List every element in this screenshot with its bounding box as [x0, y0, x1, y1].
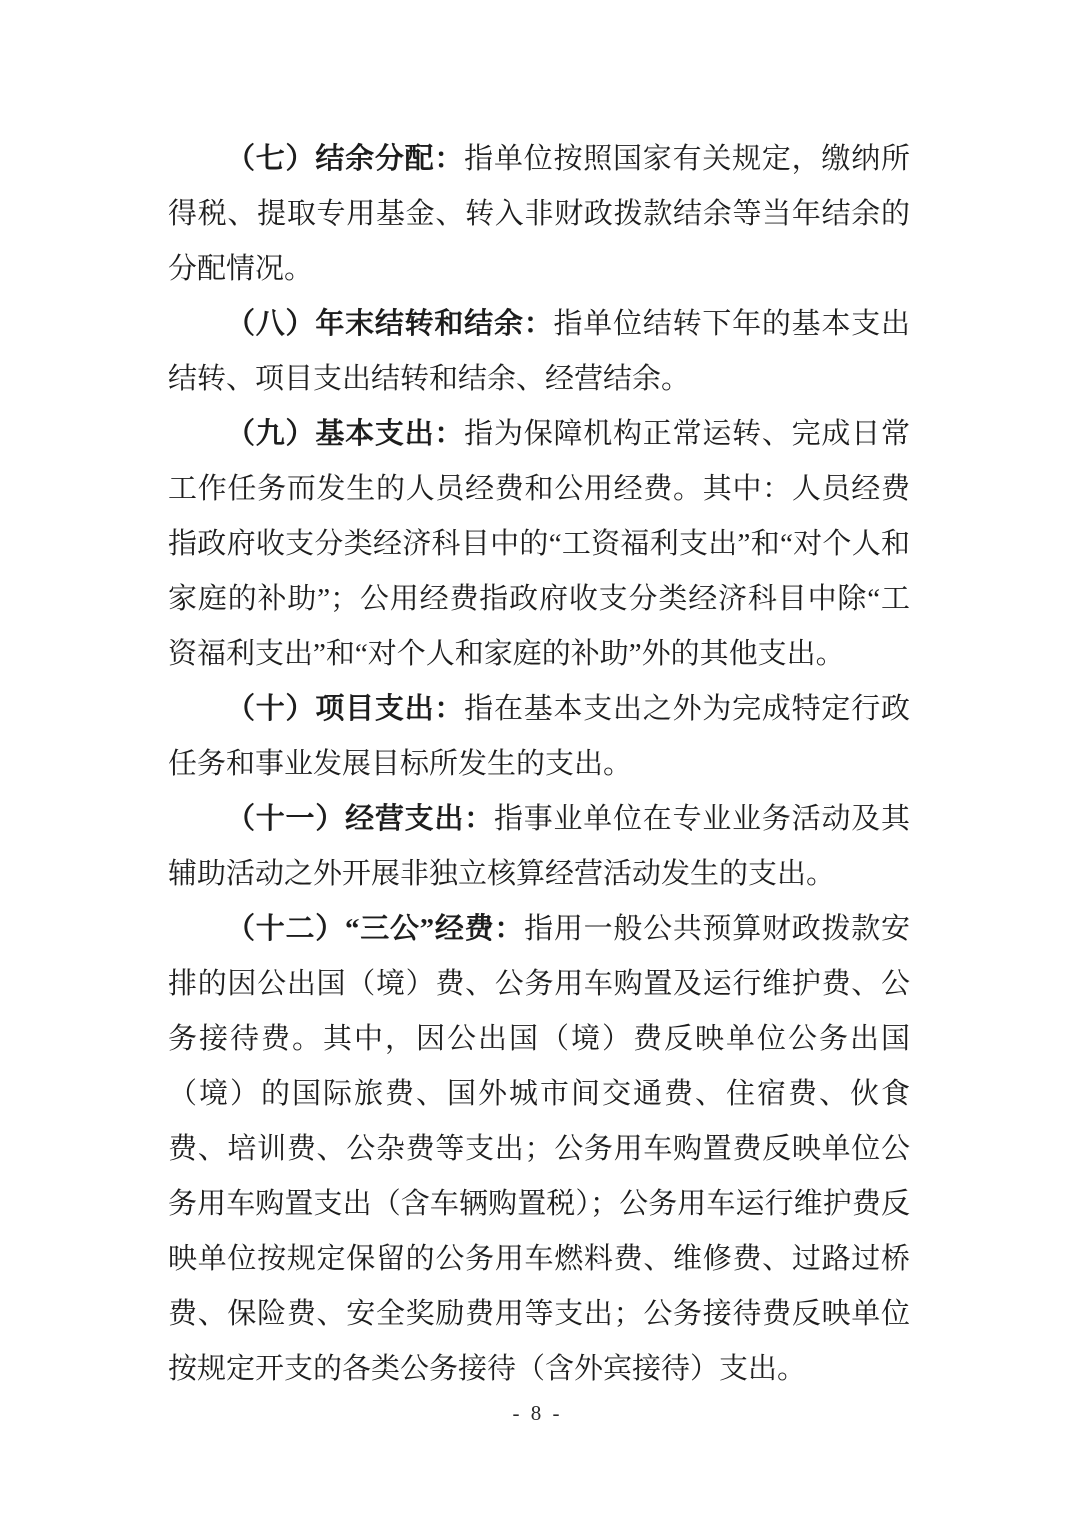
paragraph-7-text: 指单位按照国家有关规定，缴纳所得税、提取专用基金、转入非财政拨款结余等当年结余的分配情况。	[168, 143, 910, 285]
paragraph-8-heading: （八）年末结转和结余：	[226, 308, 554, 340]
document-body	[168, 132, 910, 1397]
paragraph-11-text: 指事业单位在专业业务活动及其辅助活动之外开展非独立核算经营活动发生的支出。	[168, 803, 910, 890]
paragraph-12-heading: （十二）“三公”经费：	[226, 913, 525, 945]
paragraph-8-text: 指单位结转下年的基本支出结转、项目支出结转和结余、经营结余。	[168, 308, 910, 395]
paragraph-7-heading: （七）结余分配：	[226, 143, 465, 175]
paragraph-11-operating-expenditure	[168, 792, 910, 902]
paragraph-9-text: 指为保障机构正常运转、完成日常工作任务而发生的人员经费和公用经费。其中：人员经费指政府收支分类经济科目中的“工资福利支出”和“对个人和家庭的补助”；公用经费指政府收支分类经济科目中除“工资福利支出”和“对个人和家庭的补助”外的其他支出。	[168, 418, 910, 670]
paragraph-12-text: 指用一般公共预算财政拨款安排的因公出国（境）费、公务用车购置及运行维护费、公务接待费。其中，因公出国（境）费反映单位公务出国（境）的国际旅费、国外城市间交通费、住宿费、伙食费、培训费、公杂费等支出；公务用车购置费反映单位公务用车购置支出（含车辆购置税）；公务用车运行维护费反映单位按规定保留的公务用车燃料费、维修费、过路过桥费、保险费、安全奖励费用等支出；公务接待费反映单位按规定开支的各类公务接待（含外宾接待）支出。	[168, 913, 910, 1385]
page-number: - 8 -	[512, 1401, 563, 1425]
paragraph-10-project-expenditure	[168, 682, 910, 792]
paragraph-12-three-public-funds	[168, 902, 910, 1397]
paragraph-8-yearend-carryover	[168, 297, 910, 407]
paragraph-9-basic-expenditure	[168, 407, 910, 682]
paragraph-10-text: 指在基本支出之外为完成特定行政任务和事业发展目标所发生的支出。	[168, 693, 910, 780]
paragraph-10-heading: （十）项目支出：	[226, 693, 465, 725]
paragraph-7-surplus-distribution	[168, 132, 910, 297]
paragraph-11-heading: （十一）经营支出：	[226, 803, 494, 835]
paragraph-9-heading: （九）基本支出：	[226, 418, 465, 450]
